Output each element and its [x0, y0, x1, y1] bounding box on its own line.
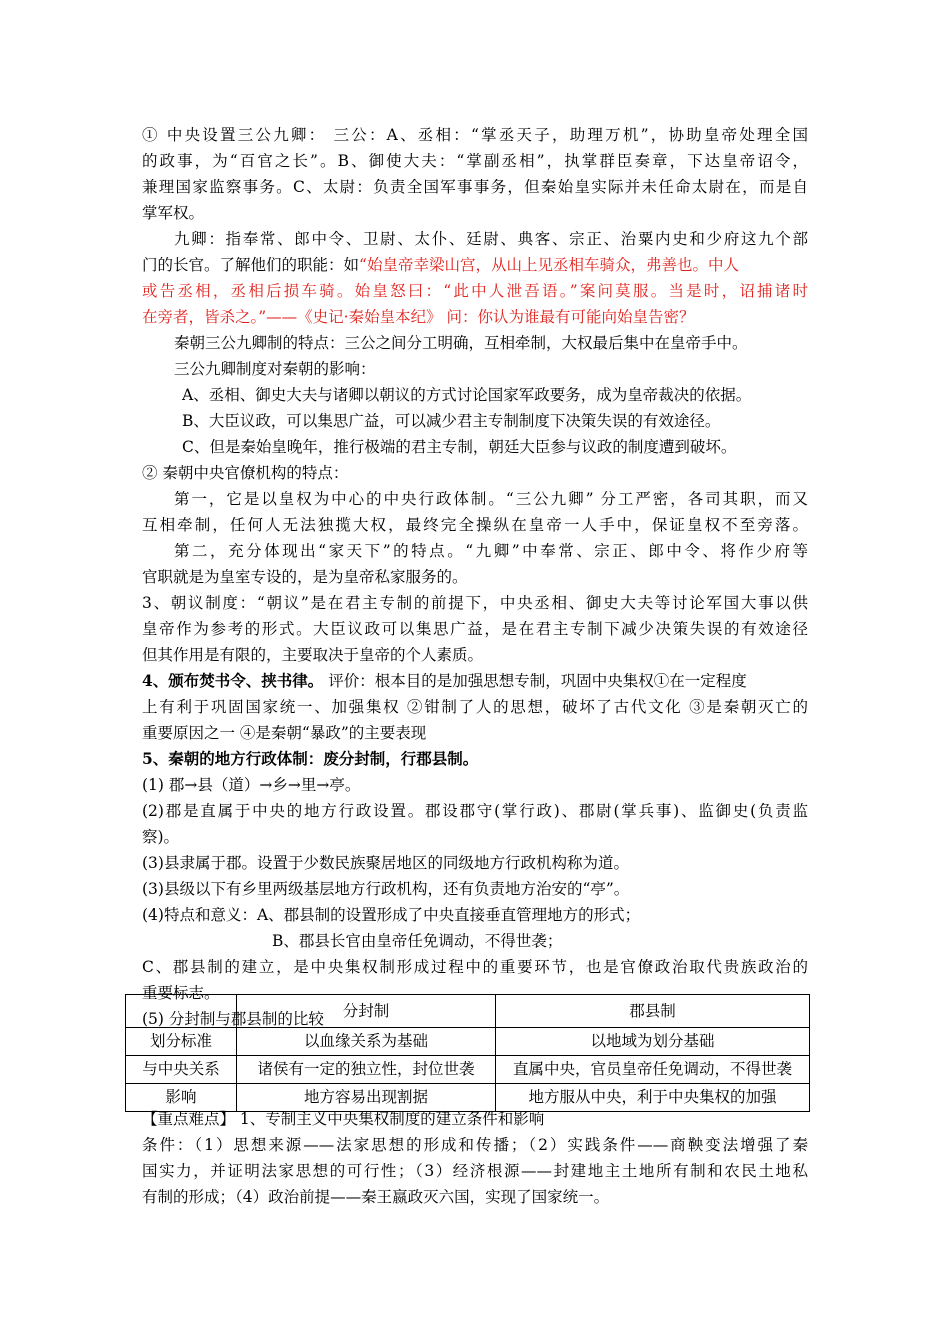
list-item: (2)郡是直属于中央的地方行政设置。郡设郡守(掌行政)、郡尉(掌兵事)、监御史(负责监 — [142, 802, 808, 820]
list-item: (4)特点和意义：A、郡县制的设置形成了中央直接垂直管理地方的形式； — [142, 906, 641, 924]
paragraph-line — [142, 252, 808, 278]
text-run: 门的长官。了解他们的职能：如 — [142, 256, 360, 274]
paragraph-line: 但其作用是有限的，主要取决于皇帝的个人素质。 — [142, 646, 484, 664]
key-points-section — [142, 1106, 808, 1210]
list-item: 重要标志。 — [142, 984, 220, 1002]
paragraph-line: 条件：（1）思想来源——法家思想的形成和传播；（2）实践条件——商鞅变法增强了秦 — [142, 1136, 808, 1154]
paragraph-line: 九卿：指奉常、郎中令、卫尉、太仆、廷尉、典客、宗正、治粟内史和少府这九个部 — [174, 230, 808, 248]
paragraph-line: 互相牵制，任何人无法独揽大权，最终完全操纵在皇帝一人手中，保证皇权不至旁落。 — [142, 516, 808, 534]
paragraph-line: 兼理国家监察事务。C、太尉：负责全国军事事务，但秦始皇实际并未任命太尉在，而是自 — [142, 178, 808, 196]
paragraph-line: 重要原因之一 ④是秦朝“暴政”的主要表现 — [142, 724, 427, 742]
table-header-cell — [126, 995, 237, 1028]
list-item: A、丞相、御史大夫与诸卿以朝议的方式讨论国家军政要务，成为皇帝裁决的依据。 — [182, 386, 752, 404]
list-item: (3)县隶属于郡。设置于少数民族聚居地区的同级地方行政机构称为道。 — [142, 854, 629, 872]
paragraph-line: 国实力，并证明法家思想的可行性；（3）经济根源——封建地主土地所有制和农民土地私 — [142, 1162, 808, 1180]
text-run: 评价：根本目的是加强思想专制，巩固中央集权①在一定程度 — [323, 672, 747, 690]
section-heading: 5、秦朝的地方行政体制：废分封制，行郡县制。 — [142, 749, 479, 768]
paragraph-line: 第二，充分体现出“家天下”的特点。“九卿”中奉常、宗正、郎中令、将作少府等 — [174, 542, 808, 560]
paragraph-line: 第一，它是以皇权为中心的中央行政体制。“三公九卿” 分工严密，各司其职，而又 — [174, 490, 808, 508]
paragraph-line: 官职就是为皇室专设的，是为皇帝私家服务的。 — [142, 568, 468, 586]
section-heading: ② 秦朝中央官僚机构的特点： — [142, 464, 349, 482]
document-body — [142, 122, 808, 1032]
table-cell: 诸侯有一定的独立性，封位世袭 — [237, 1056, 496, 1084]
table-cell: 与中央关系 — [126, 1056, 237, 1084]
table-header-row — [126, 995, 810, 1028]
paragraph-line: 秦朝三公九卿制的特点：三公之间分工明确，互相牵制，大权最后集中在皇帝手中。 — [174, 334, 748, 352]
paragraph-line: 有制的形成；（4）政治前提——秦王嬴政灭六国，实现了国家统一。 — [142, 1188, 610, 1206]
comparison-table — [125, 994, 810, 1112]
paragraph-line: 掌军权。 — [142, 204, 205, 222]
paragraph-line: 皇帝作为参考的形式。大臣议政可以集思广益，是在君主专制下减少决策失误的有效途径 — [142, 620, 808, 638]
table-cell: 以地域为划分基础 — [496, 1028, 810, 1056]
table-cell: 地方容易出现割据 — [237, 1084, 496, 1112]
table-header-cell: 分封制 — [237, 995, 496, 1028]
paragraph-line: 上有利于巩固国家统一、加强集权 ②钳制了人的思想，破坏了古代文化 ③是秦朝灭亡的 — [142, 698, 808, 716]
table-cell: 影响 — [126, 1084, 237, 1112]
table-row — [126, 1028, 810, 1056]
table-caption: (5) 分封制与郡县制的比较 — [142, 1010, 324, 1028]
paragraph-line: ① 中央设置三公九卿： 三公：A、丞相：“掌丞天子，助理万机”，协助皇帝处理全国 — [142, 126, 808, 144]
list-item: C、郡县制的建立，是中央集权制形成过程中的重要环节，也是官僚政治取代贵族政治的 — [142, 958, 808, 976]
table-cell: 直属中央，官员皇帝任免调动，不得世袭 — [496, 1056, 810, 1084]
section-heading: 【重点难点】 1、专制主义中央集权制度的建立条件和影响 — [142, 1110, 545, 1128]
section-heading: 4、颁布焚书令、挟书律。 — [142, 671, 324, 690]
table-cell: 以血缘关系为基础 — [237, 1028, 496, 1056]
table-header-cell: 郡县制 — [496, 995, 810, 1028]
table-cell: 地方服从中央，利于中央集权的加强 — [496, 1084, 810, 1112]
list-item: (1) 郡→县（道）→乡→里→亭。 — [142, 776, 361, 794]
paragraph-line — [142, 668, 808, 694]
paragraph-line: 三公九卿制度对秦朝的影响： — [174, 360, 376, 378]
quote-text: 在旁者，皆杀之。”——《史记·秦始皇本纪》 问：你认为谁最有可能向始皇告密？ — [142, 308, 695, 326]
quote-text: 或告丞相，丞相后损车骑。始皇怒曰：“此中人泄吾语。”案问莫服。当是时，诏捕诸时 — [142, 282, 808, 300]
paragraph-line: 3、朝议制度：“朝议”是在君主专制的前提下，中央丞相、御史大夫等讨论军国大事以供 — [142, 594, 808, 612]
table-cell: 划分标准 — [126, 1028, 237, 1056]
list-item: B、郡县长官由皇帝任免调动，不得世袭； — [272, 932, 563, 950]
table-row — [126, 1056, 810, 1084]
list-item: C、但是秦始皇晚年，推行极端的君主专制，朝廷大臣参与议政的制度遭到破坏。 — [182, 438, 737, 456]
list-item: 察)。 — [142, 828, 180, 846]
paragraph-line: 的政事，为“百官之长”。B、御使大夫：“掌副丞相”，执掌群臣奏章，下达皇帝诏令， — [142, 152, 808, 170]
list-item: (3)县级以下有乡里两级基层地方行政机构，还有负责地方治安的“亭”。 — [142, 880, 630, 898]
list-item: B、大臣议政，可以集思广益，可以减少君主专制制度下决策失误的有效途径。 — [182, 412, 721, 430]
quote-text: “始皇帝幸梁山宫，从山上见丞相车骑众，弗善也。中人 — [359, 256, 739, 274]
